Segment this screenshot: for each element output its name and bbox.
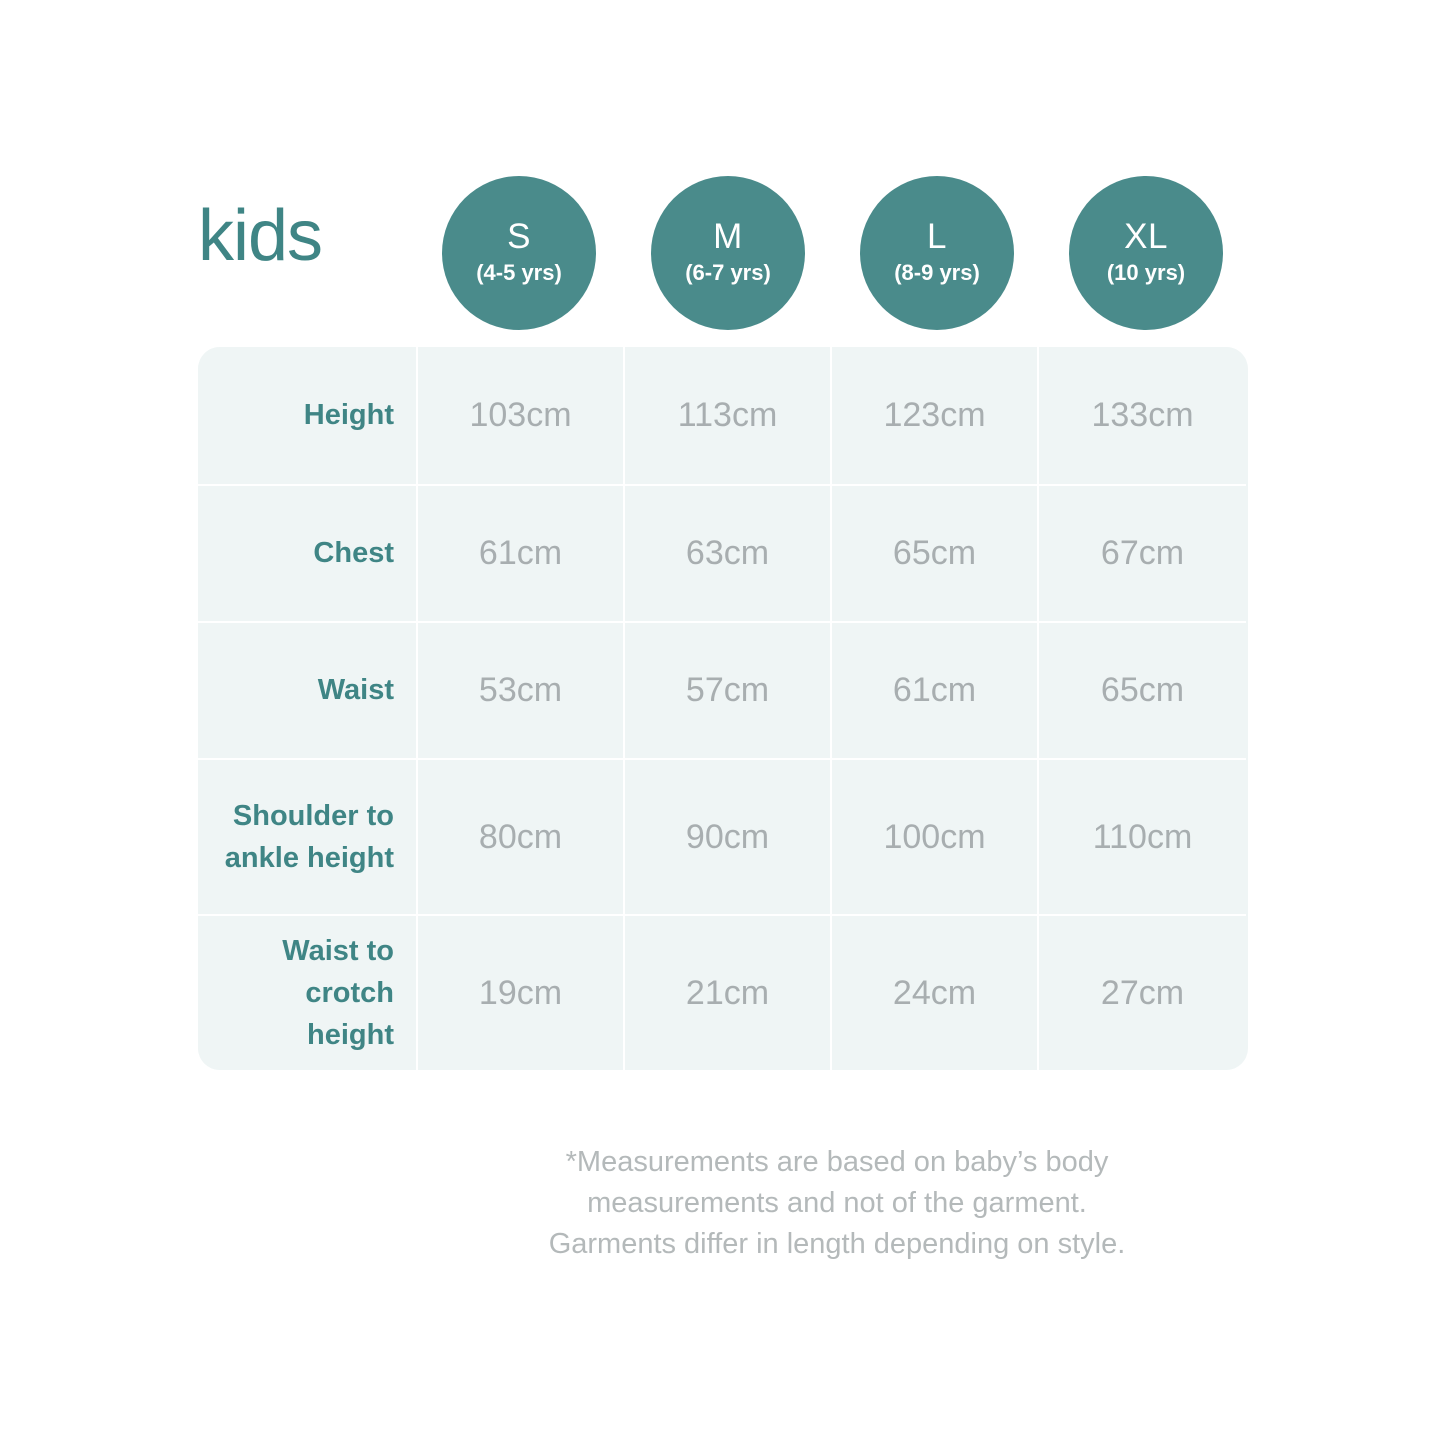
cell-value: 133cm: [1039, 347, 1246, 484]
cell-value: 113cm: [625, 347, 832, 484]
footnote-line-2: measurements and not of the garment.: [587, 1187, 1087, 1220]
size-badge-age: (8-9 yrs): [894, 259, 980, 285]
table-row: [198, 914, 1248, 1070]
row-label: Chest: [198, 484, 418, 621]
size-badge-age: (4-5 yrs): [476, 259, 562, 285]
cell-value: 53cm: [418, 621, 625, 758]
size-badge-m: [651, 176, 805, 330]
cell-value: 100cm: [832, 758, 1039, 914]
size-badge-label: XL: [1124, 216, 1168, 256]
row-label: Waist to crotch height: [198, 914, 418, 1070]
cell-value: 103cm: [418, 347, 625, 484]
cell-value: 27cm: [1039, 914, 1246, 1070]
page-title: kids: [198, 196, 323, 276]
cell-value: 110cm: [1039, 758, 1246, 914]
size-badge-xl: [1069, 176, 1223, 330]
chart-header: [198, 176, 1248, 341]
cell-value: 90cm: [625, 758, 832, 914]
cell-value: 61cm: [832, 621, 1039, 758]
cell-value: 19cm: [418, 914, 625, 1070]
cell-value: 57cm: [625, 621, 832, 758]
footnote-line-1: *Measurements are based on baby’s body: [565, 1146, 1109, 1178]
footnote-line-3: Garments differ in length depending on style.: [548, 1228, 1126, 1261]
cell-value: 67cm: [1039, 484, 1246, 621]
size-badge-label: M: [713, 216, 743, 256]
size-badge-age: (10 yrs): [1106, 259, 1186, 285]
size-badge-l: [860, 176, 1014, 330]
cell-value: 123cm: [832, 347, 1039, 484]
size-badge-label: S: [507, 216, 531, 256]
cell-value: 24cm: [832, 914, 1039, 1070]
row-label: Shoulder to ankle height: [198, 758, 418, 914]
cell-value: 65cm: [1039, 621, 1246, 758]
cell-value: 21cm: [625, 914, 832, 1070]
footnote: [427, 1142, 1247, 1266]
row-label: Waist: [198, 621, 418, 758]
cell-value: 80cm: [418, 758, 625, 914]
measurements-table: [198, 347, 1248, 1070]
size-badge-label: L: [927, 216, 947, 256]
size-badge-s: [442, 176, 596, 330]
table-row: [198, 347, 1248, 484]
cell-value: 65cm: [832, 484, 1039, 621]
table-row: [198, 484, 1248, 621]
cell-value: 61cm: [418, 484, 625, 621]
row-label: Height: [198, 347, 418, 484]
size-badge-age: (6-7 yrs): [685, 259, 771, 285]
table-row: [198, 758, 1248, 914]
table-row: [198, 621, 1248, 758]
cell-value: 63cm: [625, 484, 832, 621]
